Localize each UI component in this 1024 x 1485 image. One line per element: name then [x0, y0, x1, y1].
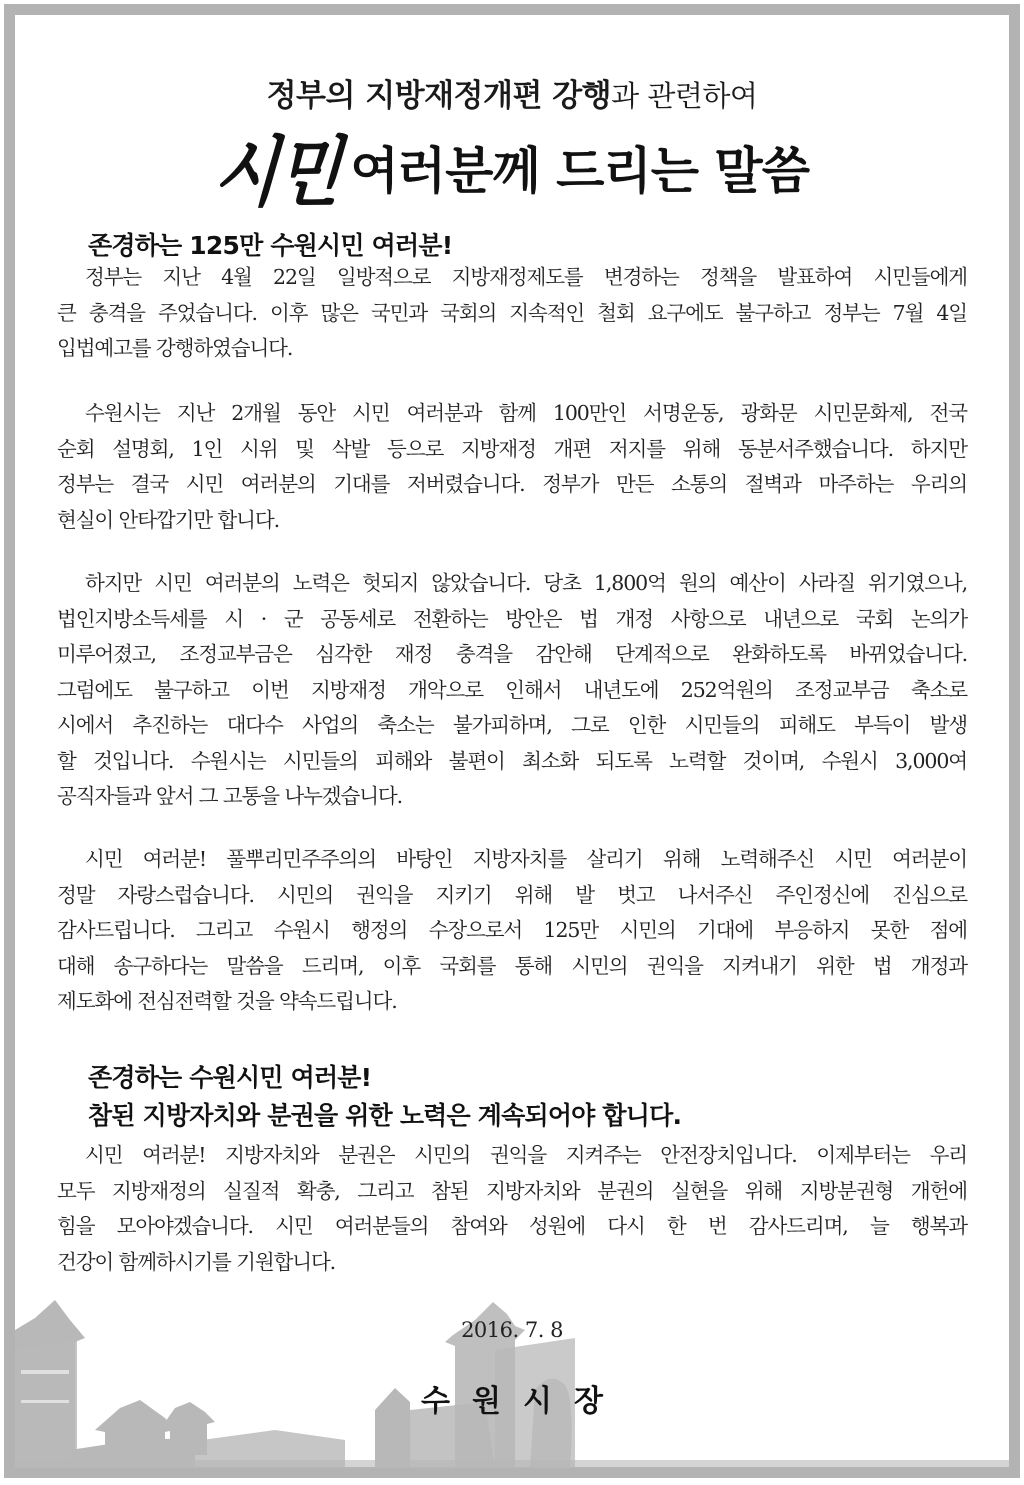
paragraph-5	[57, 1138, 967, 1280]
paragraph-line: 시에서 추진하는 대다수 사업의 축소는 불가피하며, 그로 인한 시민들의 피해도 부득이 발생	[57, 713, 967, 737]
paragraph-line: 하지만 시민 여러분의 노력은 헛되지 않았습니다. 당초 1,800억 원의 예산이 사라질 위기였으나,	[85, 571, 967, 595]
paragraph-line: 대해 송구하다는 말씀을 드리며, 이후 국회를 통해 시민의 권익을 지켜내기 위한 법 개정과	[57, 953, 967, 978]
paragraph-line: 건강이 함께하시기를 기원합니다.	[57, 1249, 336, 1274]
headline-topic-bold: 정부의 지방재정개편 강행	[266, 78, 612, 114]
closing-subheading-2: 참된 지방자치와 분권을 위한 노력은 계속되어야 합니다.	[88, 1101, 682, 1130]
paragraph-line: 입법예고를 강행하였습니다.	[57, 336, 293, 360]
greeting-subheading: 존경하는 125만 수원시민 여러분!	[88, 231, 453, 260]
paragraph-line: 제도화에 전심전력할 것을 약속드립니다.	[57, 989, 397, 1013]
paragraph-1	[57, 260, 967, 367]
paragraph-line: 수원시는 지난 2개월 동안 시민 여러분과 함께 100만인 서명운동, 광화문 시민문화제, 전국	[85, 401, 967, 425]
title-text: 여러분께 드리는 말씀	[350, 142, 810, 200]
paragraph-4	[57, 842, 967, 1020]
paragraph-line: 힘을 모아야겠습니다. 시민 여러분들의 참여와 성원에 다시 한 번 감사드리며, 늘 행복과	[57, 1214, 967, 1238]
paragraph-line: 공직자들과 앞서 그 고통을 나누겠습니다.	[57, 784, 403, 808]
paragraph-line: 시민 여러분! 풀뿌리민주주의의 바탕인 지방자치를 살리기 위해 노력해주신 시민 여러분이	[85, 847, 967, 871]
title-brush-calligraphy: 시민	[211, 126, 344, 217]
letter-date: 2016. 7. 8	[461, 1318, 563, 1342]
paragraph-line: 모두 지방재정의 실질적 확충, 그리고 참된 지방자치와 분권의 실현을 위해 지방분권형 개헌에	[57, 1178, 967, 1203]
headline-topic-normal: 과 관련하여	[611, 79, 758, 113]
paragraph-line: 정말 자랑스럽습니다. 시민의 권익을 지키기 위해 발 벗고 나서주신 주인정신에 진심으로	[57, 882, 967, 907]
closing-subheading: 존경하는 수원시민 여러분!	[88, 1063, 372, 1092]
paragraph-line: 시민 여러분! 지방자치와 분권은 시민의 권익을 지켜주는 안전장치입니다. 이제부터는 우리	[85, 1143, 967, 1167]
paragraph-line: 할 것입니다. 수원시는 시민들의 피해와 불편이 최소화 되도록 노력할 것이며, 수원시 3,000여	[57, 748, 967, 773]
paragraph-line: 감사드립니다. 그리고 수원시 행정의 수장으로서 125만 시민의 기대에 부응하지 못한 점에	[57, 918, 967, 942]
paragraph-3	[57, 566, 967, 815]
paragraph-line: 그럼에도 불구하고 이번 지방재정 개악으로 인해서 내년도에 252억원의 조정교부금 축소로	[57, 677, 967, 702]
paragraph-line: 현실이 안타깝기만 합니다.	[57, 507, 279, 532]
paragraph-line: 정부는 지난 4월 22일 일방적으로 지방재정제도를 변경하는 정책을 발표하여 시민들에게	[85, 265, 967, 289]
paragraph-line: 정부는 결국 시민 여러분의 기대를 저버렸습니다. 정부가 만든 소통의 절벽과 마주하는 우리의	[57, 472, 967, 496]
page-title	[0, 118, 1024, 217]
signature-mayor: 수원시장	[421, 1384, 625, 1419]
paragraph-line: 순회 설명회, 1인 시위 및 삭발 등으로 지방재정 개편 저지를 위해 동분서주했습니다. 하지만	[57, 436, 967, 461]
headline-topic	[0, 70, 1024, 115]
paragraph-2	[57, 396, 967, 538]
paragraph-line: 미루어졌고, 조정교부금은 심각한 재정 충격을 감안해 단계적으로 완화하도록 바뀌었습니다.	[57, 642, 967, 666]
paragraph-line: 큰 충격을 주었습니다. 이후 많은 국민과 국회의 지속적인 철회 요구에도 불구하고 정부는 7월 4일	[57, 300, 967, 325]
paragraph-line: 법인지방소득세를 시 · 군 공동세로 전환하는 방안은 법 개정 사항으로 내년으로 국회 논의가	[57, 606, 967, 631]
